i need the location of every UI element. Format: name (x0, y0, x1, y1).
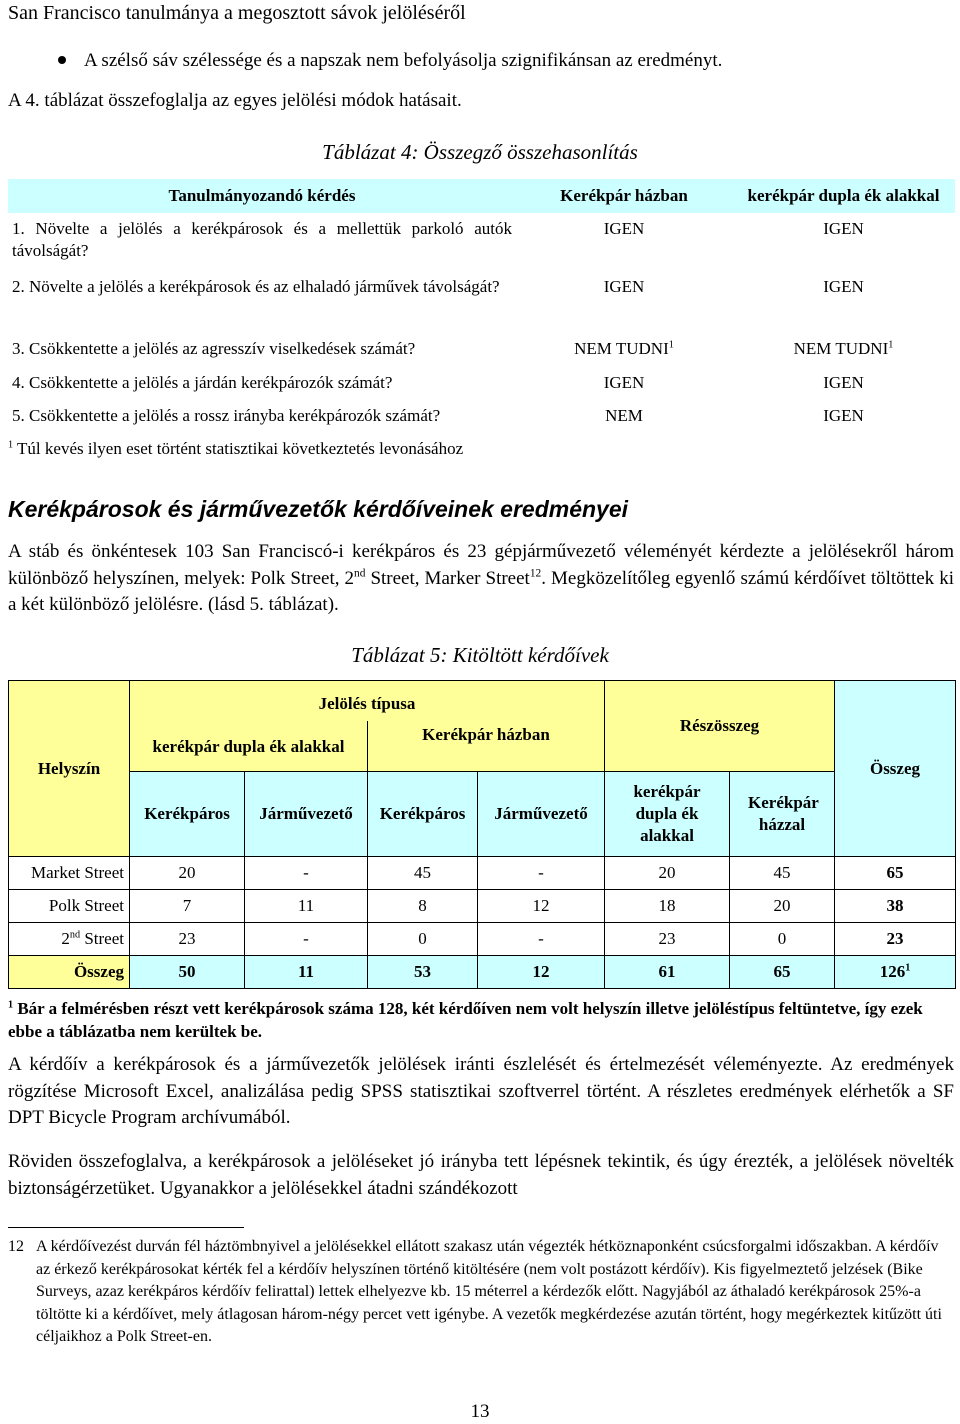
column-header: kerékpár dupla ék alakkal (732, 179, 955, 213)
subtotal-header: Részösszeg (605, 681, 835, 772)
value-cell: - (245, 857, 368, 890)
question-cell: 2. Növelte a jelölés a kerékpárosok és az elhaladó járművek távolságát? (12, 277, 500, 296)
cyclist-header: Kerékpáros (130, 772, 245, 857)
value-cell: 45 (730, 857, 835, 890)
footnote-ref: 1 (888, 339, 894, 351)
value-cell: 20 (730, 890, 835, 923)
section-heading: Kerékpárosok és járművezetők kérdőíveinek eredményei (8, 496, 629, 522)
value-cell: 20 (130, 857, 245, 890)
page-number: 13 (470, 1401, 490, 1422)
total-value-cell: 50 (130, 956, 245, 989)
footnote-text: Bár a felmérésben részt vett kerékpárosok száma 128, két kérdőíven nem volt helyszín illetve jelöléstípus feltüntetve, így ezek ebbe a táblázatba nem kerültek be. (8, 999, 923, 1041)
bullet-text: A szélső sáv szélessége és a napszak nem befolyásolja szignifikánsan az eredményt. (84, 50, 723, 71)
table-header-row (8, 179, 955, 213)
table-row (9, 857, 956, 890)
question-cell: 1. Növelte a jelölés a kerékpárosok és a mellettük parkoló autók távolságát? (12, 219, 512, 260)
value-cell: 11 (245, 890, 368, 923)
value-cell: 18 (605, 890, 730, 923)
location-cell: Market Street (9, 857, 130, 890)
value-cell: 45 (368, 857, 478, 890)
table-row (9, 890, 956, 923)
question-cell: 3. Csökkentette a jelölés az agresszív viselkedések számát? (12, 339, 416, 358)
column-header: Kerékpár házban (516, 179, 732, 213)
value-cell: - (478, 923, 605, 956)
footnote-12 (8, 1236, 953, 1349)
answer-cell: IGEN (603, 277, 645, 296)
footnote-ref: 1 (668, 339, 674, 351)
subtotal-chevron-header: kerékpár dupla ék alakkal (605, 772, 730, 857)
total-value-cell: 11 (245, 956, 368, 989)
table-row (9, 923, 956, 956)
value-cell: 20 (605, 857, 730, 890)
location-cell: 2nd Street (9, 923, 130, 956)
value-cell: 0 (730, 923, 835, 956)
answer-cell: IGEN (823, 405, 864, 425)
table-row (8, 399, 955, 432)
table-row (8, 270, 955, 332)
value-cell: 23 (605, 923, 730, 956)
footnote-number: 12 (8, 1238, 24, 1255)
value-cell: 12 (478, 890, 605, 923)
location-cell: Polk Street (9, 890, 130, 923)
value-cell: 0 (368, 923, 478, 956)
table-total-row (9, 956, 956, 989)
footnote-ref: 12 (529, 567, 542, 580)
total-header: Összeg (835, 681, 956, 857)
paragraph-summary: Röviden összefoglalva, a kerékpárosok a jelöléseket jó irányba tett lépésnek tekintik, és úgy érezték, a jelölések növelték biztonságérzetüket. Ugyanakkor a jelölésekkel átadni szándékozott (8, 1151, 954, 1199)
summary-table (8, 179, 955, 432)
driver-header: Járművezető (478, 772, 605, 857)
bullet-icon (58, 56, 66, 64)
total-value-cell: 53 (368, 956, 478, 989)
paragraph-survey: A stáb és önkéntesek 103 San Franciscó-i kerékpáros és 23 gépjárművezető véleményét kérdezte a jelölésekről három különböző helyszínen, melyek: Polk Street, 2nd Street, Marker Street$^{12}$. Megközelítőleg egyenlő számú kérdőívet töltöttek ki a két különböző jelölésre. (lásd 5. táblázat). (8, 541, 954, 615)
total-value-cell: 61 (605, 956, 730, 989)
total-cell: 23 (835, 923, 956, 956)
table-header-row (9, 772, 956, 857)
cyclist-header: Kerékpáros (368, 772, 478, 857)
table-row (8, 366, 955, 399)
answer-cell: IGEN (603, 219, 645, 238)
bike-house-header: Kerékpár házban (368, 721, 605, 772)
answer-cell: IGEN (823, 219, 864, 238)
footnote-divider (8, 1227, 244, 1228)
questionnaire-table (8, 680, 956, 989)
footnote-text: Túl kevés ilyen eset történt statisztikai következtetés levonásához (17, 439, 464, 458)
footnote-ref: 1 (905, 962, 911, 974)
total-cell: 38 (835, 890, 956, 923)
table5-caption: Táblázat 5: Kitöltött kérdőívek (351, 643, 609, 667)
intro-text: A 4. táblázat összefoglalja az egyes jelölési módok hatásait. (8, 90, 462, 111)
double-chevron-header: kerékpár dupla ék alakkal (130, 721, 368, 772)
question-cell: 4. Csökkentette a jelölés a járdán kerékpározók számát? (12, 372, 393, 392)
driver-header: Járművezető (245, 772, 368, 857)
value-cell: 23 (130, 923, 245, 956)
answer-cell: NEM TUDNI$^1$ (574, 339, 674, 358)
table-header-row (9, 681, 956, 722)
answer-cell: IGEN (823, 372, 864, 392)
answer-cell: IGEN (823, 277, 864, 296)
subtotal-house-header: Kerékpár házzal (730, 772, 835, 857)
table-row (8, 332, 955, 366)
answer-cell: IGEN (603, 372, 645, 392)
question-cell: 5. Csökkentette a jelölés a rossz irányba kerékpározók számát? (12, 405, 441, 425)
total-value-cell: 12 (478, 956, 605, 989)
footnote-text: A kérdőívezést durván fél háztömbnyivel a jelölésekkel ellátott szakasz után végezték hétköznaponként csúcsforgalmi időszakban. A kérdőív az érkező kerékpárosokat kérték fel a kérdőív helyszínen történő kitöltésére (nem volt postázott kérdőív). Kis figyelmeztető jelzések (Bike Surveys, azaz kerékpáros kérdőív felirattal) lettek elhelyezve kb. 15 méterrel a kérdezők előtt. Nagyjából az áthaladó kerékpárosok 25%-a töltötte ki a kérdőívet, mely átlagosan három-négy percet vett igénybe. A vezetők megkérdezése azután történt, hogy megérkeztek kitűzött úti céljaikhoz a Polk Street-en. (36, 1238, 942, 1345)
bullet-item (58, 49, 722, 73)
total-cell: 65 (835, 857, 956, 890)
marking-type-header: Jelölés típusa (130, 681, 605, 722)
table4-caption: Táblázat 4: Összegző összehasonlítás (322, 140, 638, 164)
location-header: Helyszín (9, 681, 130, 857)
column-header: Tanulmányozandó kérdés (8, 179, 516, 213)
answer-cell: NEM TUDNI$^1$ (793, 339, 894, 358)
footnote-mark: 1 (8, 439, 14, 451)
footnote-mark: 1 (8, 999, 14, 1011)
value-cell: 8 (368, 890, 478, 923)
value-cell: - (245, 923, 368, 956)
table5-footnote (8, 997, 954, 1043)
answer-cell: NEM (605, 405, 643, 425)
value-cell: 7 (130, 890, 245, 923)
table4-footnote (8, 437, 463, 461)
paragraph-analysis: A kérdőív a kerékpárosok és a járművezetők jelölések iránti észlelését és értelmezését véleményezte. Az eredmények rögzítése Microsoft Excel, analizálása pedig SPSS statisztikai szoftverrel történt. A részletes eredmények elérhetők a SF DPT Bicycle Program archívumából. (8, 1054, 954, 1128)
total-value-cell: 65 (730, 956, 835, 989)
table-row (8, 213, 955, 270)
value-cell: - (478, 857, 605, 890)
total-label-cell: Összeg (9, 956, 130, 989)
grand-total-cell: $126^1$ (835, 956, 956, 989)
running-header: San Francisco tanulmánya a megosztott sávok jelöléséről (8, 2, 466, 24)
